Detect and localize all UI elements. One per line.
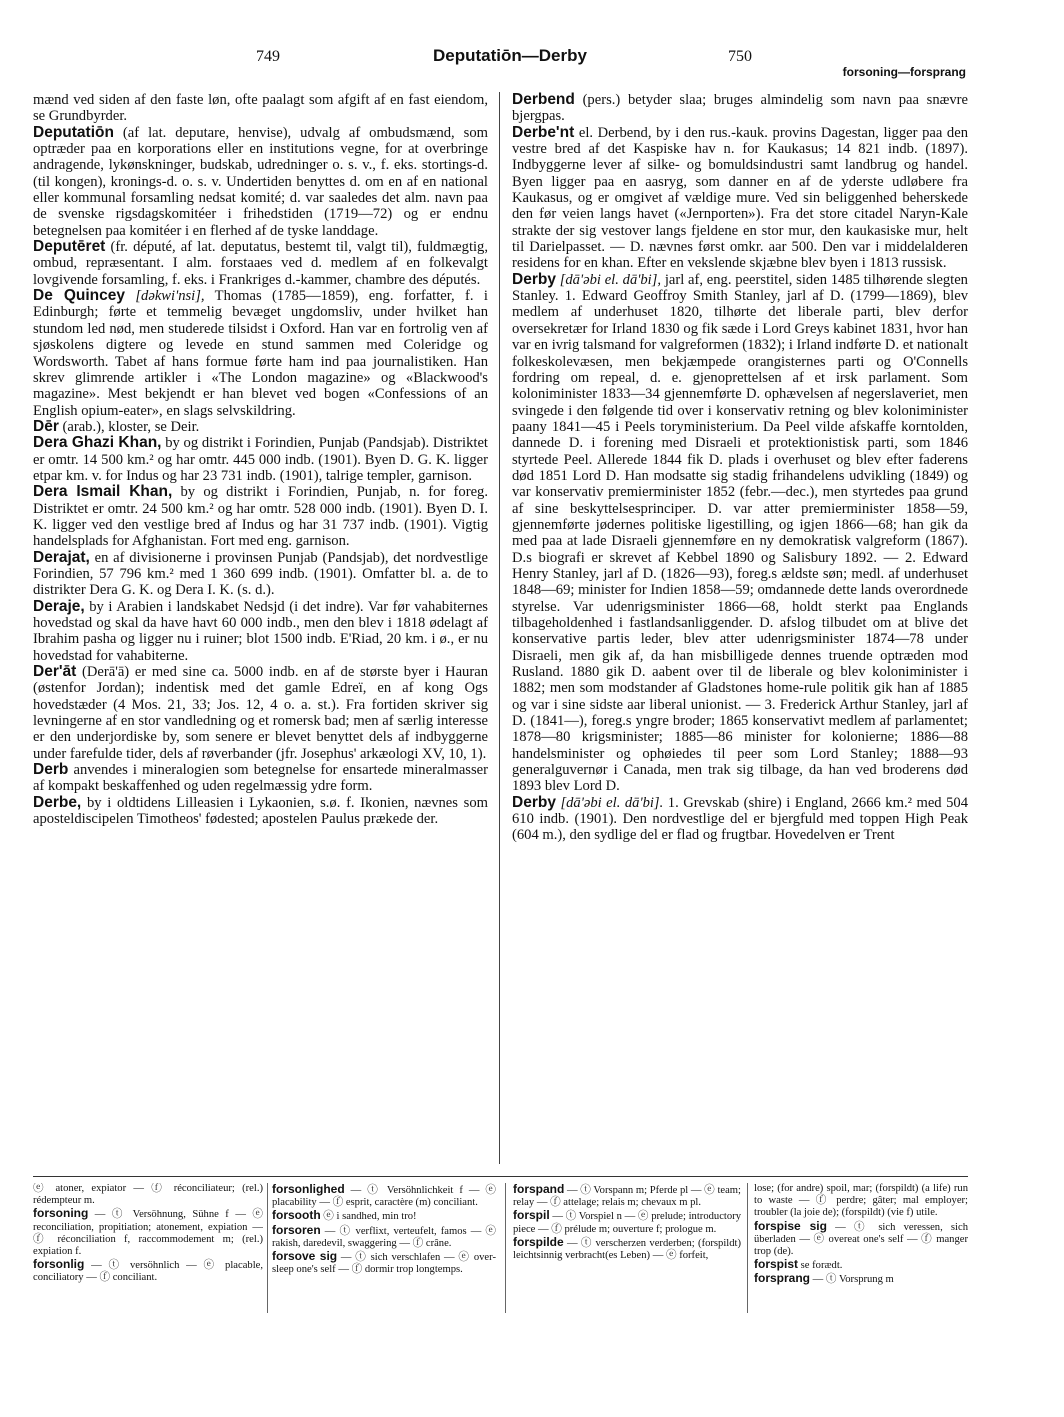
dictionary-entry xyxy=(33,239,488,288)
entry-text: 1. Grevskab (shire) i England, 2666 km.² med 504 610 indb. (1901). Den nordvestlige del er bjergfuld med toppen High Peak (604 m.), den sydlige del er flad og frugtbar. Hovedelven er Trent xyxy=(512,794,968,844)
footer-headword: forsooth xyxy=(272,1208,321,1223)
dictionary-entry xyxy=(33,550,488,599)
entry-headword: Dēr xyxy=(33,417,59,435)
dictionary-entry xyxy=(33,92,488,125)
footer-column-divider xyxy=(747,1183,748,1313)
dictionary-entry xyxy=(33,435,488,484)
entry-text: mænd ved siden af den faste løn, ofte paalagt som afgift af en fast eiendom, se Grundbyrder. xyxy=(33,92,488,125)
entry-headword: Derbe'nt xyxy=(512,123,575,141)
dictionary-entry xyxy=(33,484,488,549)
footer-entry xyxy=(272,1209,496,1223)
entry-text: jarl af, eng. peerstitel, siden 1485 tilhørende slegten Stanley. 1. Edward Geoffroy Smith Stanley, jarl af D. (1799—1869), blev medlem af underhuset 1820, tilhørte det liberale parti, blev derfor oversekretær for Irland 1830 og fik sæde i Lord Greys kabinet 1831, hvor han var en ivrig talsmand for valgreformen (1832); i Irland indførte D. et nationalt folkeskolevæsen, men bekjæmpede orangisternes parti og O'Connells fordring om repeal, d. e. gjenoprettelsen af et irsk parlament. Som koloniminister 1833—34 gjennemførte D. ophævelsen af negerslaveriet, men svingede i den følgende tid over i konservativ retning og blev koloniminister paany 1841—45 i Peels toryministerium. Da Peel vilde afskaffe korntolden, dannede D. i forening med Disraeli et protektionistisk parti, som 1846 styrtede Peel. Allerede 1844 fik D. plads i overhuset og blev efter faderens død 1851 Lord D. Han modsatte sig stadig frihandelens udvikling (1849) og var konservativ premierminister 1852 (febr.—dec.), men styrtedes paa grund af sine beskyttelsesprinciper. D. var atter premierminister 1858—59, gjennemførte jødernes politiske ligestilling, og igjen 1866—68; han gik da med paa at lade Disraeli gjennemføre en ny demokratisk valgreform (1867). D.s biografi er skrevet af Kebbel 1890 og Salisbury 1892. — 2. Edward Henry Stanley, jarl af D. (1826—93), foreg.s ældste søn; medl. af underhuset 1848—69; minister for Indien 1858—59; omdannede dette lands overordnede styrelse. Var udenrigsminister 1866—68, holdt sterkt paa Englands tilbageholdenhed i fastlandsanliggender. D. afslog tilbudet om at blive det konservative partis leder, blev atter udenrigsminister 1874—78 under Disraeli, men gik af, da han misbilligede dennes truende optræden mod Rusland. 1880 gik D. aabent over til de liberale og blev koloniminister i 1882; men som modstander af Gladstones home-rule politik gik han af 1885 og var i sine sidste aar liberal unionist. — 3. Frederick Arthur Stanley, jarl af D. (1841—), foreg.s yngre broder; 1865 konservativt medlem af parlamentet; 1878—80 krigsminister; 1885—86 minister for kolonierne; 1886—88 handelsminister og ophøiedes til peer som Lord Stanley; 1888—93 generalguvernør i Canada, men trak sig tilbage, da han ved broderens død 1893 blev Lord D. xyxy=(512,271,968,795)
footer-entry xyxy=(754,1183,968,1220)
footer-column-1 xyxy=(33,1183,263,1315)
footer-entry xyxy=(754,1220,968,1259)
footer-column-4 xyxy=(754,1183,968,1315)
footer-text: — ⓣ Vorsprung m xyxy=(810,1274,894,1286)
footer-text: — ⓣ verscherzen verderben; (forspildt) leichtsinnig verbracht(es Leben) — ⓔ forfeit, xyxy=(513,1237,741,1262)
entry-text: by i oldtidens Lilleasien i Lykaonien, s.ø. f. Ikonien, nævnes som aposteldiscipelen Timotheos' fødested; apostelen Paulus prækede der. xyxy=(33,794,488,828)
page-number-right: 750 xyxy=(728,48,752,65)
footer-entry xyxy=(272,1183,496,1209)
footer-entry xyxy=(272,1250,496,1276)
footer-text: — ⓣ verflixt, verteufelt, famos — ⓔ rakish, daredevil, swaggering — ⓕ crâne. xyxy=(272,1225,496,1249)
dictionary-entry xyxy=(33,664,488,762)
dictionary-entry xyxy=(512,795,968,844)
left-column xyxy=(33,92,488,1164)
entry-headword: Dera Ismail Khan, xyxy=(33,483,173,501)
footer-text: — ⓣ Versöhnung, Sühne f — ⓔ reconciliation, propitiation; atonement, expiation — ⓕ réconciliation f, raccommodement m; (rel.) expiation f. xyxy=(33,1209,263,1258)
footer-text: ⓔ atoner, expiator — ⓕ réconciliateur; (rel.) rédempteur m. xyxy=(33,1183,263,1207)
footer-entry xyxy=(754,1258,968,1272)
entry-pronunciation: [dəkwi'nsi], xyxy=(125,288,205,305)
footer-entry xyxy=(754,1272,968,1286)
entry-headword: Dera Ghazi Khan, xyxy=(33,434,162,452)
dictionary-entry xyxy=(33,419,488,435)
entry-headword: Derb xyxy=(33,761,69,779)
footer-headword: forspilde xyxy=(513,1234,564,1249)
entry-text: by og distrikt i Forindien, Punjab, n. for foreg. Distriktet er omtr. 24 500 km.² og har omtr. 528 000 indb. (1901). Byen D. I. K. ligger ved den vestlige bred af Indus og har 31 737 indb. (1901). Vigtig handelsplads for Afghanistan. Fort med eng. garnison. xyxy=(33,484,488,550)
footer-divider xyxy=(33,1176,968,1177)
entry-headword: Derbend xyxy=(512,92,575,108)
entry-text: el. Derbend, by i den rus.-kauk. provins Dagestan, ligger paa den vestre bred af det Kaspiske hav n. for Kaukasus; 14 821 indb. (1897). Indbyggerne lever af silke- og bomuldsindustri samt landbrug og handel. Byen ligger paa en aasryg, som danner en af de yderste udløbere fra Kaukasus, og er omgivet af vældige mure. Ved sin beliggenhed beherskede den før veien langs havet («Jernporten»). Fra det store citadel Naryn-Kale strakte der sig vestover langs fjeldene en stor mur, den kaukasiske mur, helt til Darielpasset. — D. nævnes først omkr. aar 500. Den var i middelalderen residens for en khan. Efter en vekslende skjæbne blev byen i 1813 russisk. xyxy=(512,124,968,272)
footer-headword: forspand xyxy=(513,1183,565,1196)
footer-column-3 xyxy=(513,1183,741,1315)
entry-pronunciation: [dā'əbi el. dā'bi], xyxy=(555,271,662,288)
footer-entry xyxy=(272,1224,496,1250)
footer-text: lose; (for andre) spoil, mar; (forspildt) (a life) run to waste — ⓕ perdre; gâter; mal employer; troubler (la joie de); (forspildt) (vie f) utile. xyxy=(754,1183,968,1219)
entry-headword: Deputatiōn xyxy=(33,123,114,141)
footer-column-2 xyxy=(272,1183,496,1315)
entry-text: by i Arabien i landskabet Nedsjd (i det indre). Var før vahabiternes hovedstad og skal da have havt 60 000 indb., men den blev i 1818 ødelagt af Ibrahim pasha og ligger nu i ruiner; blot 1500 indb. E'Riad, 20 km. i ø., er nu hovedstad for vahabiterne. xyxy=(33,598,488,664)
entry-text: by og distrikt i Forindien, Punjab (Pandsjab). Distriktet er omtr. 14 500 km.² og har omtr. 445 000 indb. (1901). Byen D. G. K. ligger etpar km. v. for Indus og har 23 731 indb. (1901), talrige templer, garnison. xyxy=(33,435,488,484)
footer-headword: forsonlig xyxy=(33,1257,85,1272)
entry-text: (Derā'ā) er med sine ca. 5000 indb. en af de største byer i Hauran (østenfor Jordan); indentisk med det gamle Edreï, en af kong Ogs hovedstæder (4 Mos. 21, 33; Jos. 12, 4 o. a. st.). Fra fortiden skriver sig levningerne af en stor vandledning og et romersk bad; men af særlig interesse er den underjordiske by, som senere er blevet benyttet dels af indbyggerne under farefulde tider, dels af røverbander (jfr. Josephus' arkæologi XV, 10, 1). xyxy=(33,664,488,762)
footer-entry xyxy=(33,1207,263,1258)
column-divider xyxy=(499,92,500,1164)
footer-headword: forsprang xyxy=(754,1271,811,1286)
footer-entry xyxy=(33,1258,263,1284)
entry-text: anvendes i mineralogien som betegnelse for ensartede mineralmasser af kompakt beskaffenhed og uden regelmæssig ydre form. xyxy=(33,762,488,795)
dictionary-entry xyxy=(33,599,488,664)
footer-headword: forspist xyxy=(754,1257,799,1272)
footer-column-divider xyxy=(505,1183,506,1313)
footer-text: ⓔ i sandhed, min tro! xyxy=(320,1211,417,1223)
entry-headword: Der'āt xyxy=(33,663,77,681)
dictionary-entry xyxy=(512,272,968,795)
footer-text: — ⓣ sich verschlafen — ⓔ over-sleep one's self — ⓕ dormir trop longtemps. xyxy=(272,1252,496,1276)
footer-entry xyxy=(513,1209,741,1235)
entry-text: Thomas (1785—1859), eng. forfatter, f. i Edinburgh; førte et temmelig bevæget ungdomsliv, under hvilket han stundom led nød, men studerede tilsidst i Oxford. Han var en fortrolig ven af sjøskolens digtere og levede en stund sammen med Coleridge og Wordsworth. Tabet af hans formue førte ham ind paa journalistiken. Han skrev glimrende artikler i «The London magazine» og «Blackwood's magazine». Mest bekjendt er han blevet ved bogen «Confessions of an English opium-eater», en slags selvskildring. xyxy=(33,288,488,419)
dictionary-entry xyxy=(512,92,968,125)
footer-headword: forsonlighed xyxy=(272,1183,345,1196)
entry-text: (arab.), kloster, se Deir. xyxy=(58,418,200,435)
footer-text: se forædt. xyxy=(798,1260,843,1272)
footer-text: — ⓣ Vorspiel n — ⓔ prelude; introductory piece — ⓕ prélude m; ouverture f; prologue m. xyxy=(513,1211,741,1235)
footer-entry xyxy=(33,1183,263,1207)
footer-entry xyxy=(513,1183,741,1209)
dictionary-entry xyxy=(512,125,968,272)
dictionary-entry xyxy=(33,125,488,239)
footer-entry xyxy=(513,1236,741,1262)
footer-text: — ⓣ Versöhnlichkeit f — ⓔ placability — ⓕ esprit, caractère (m) conciliant. xyxy=(272,1185,496,1209)
entry-text: (pers.) betyder slaa; bruges almindelig som navn paa snævre bjergpas. xyxy=(512,92,968,125)
entry-headword: Deputēret xyxy=(33,238,106,256)
footer-headword: forsove sig xyxy=(272,1249,338,1264)
entry-headword: Derby xyxy=(512,793,556,811)
footer-headword: forsoren xyxy=(272,1222,321,1237)
entry-text: (fr. député, af lat. deputatus, bestemt til, valgt til), fuldmægtig, ombud, repræsentant. I alm. forstaaes ved d. medlem af en folkevalgt lovgivende forsamling, f. eks. i Frankriges d.-kammer, chambre des députés. xyxy=(33,239,488,288)
footer-headword: forspil xyxy=(513,1208,550,1223)
footer-headword: forsoning xyxy=(33,1206,89,1221)
footer-text: — ⓣ sich veressen, sich überladen — ⓔ overeat one's self — ⓕ manger trop (de). xyxy=(754,1221,968,1258)
entry-headword: Derby xyxy=(512,270,556,288)
running-head: Deputatiōn—Derby xyxy=(433,46,587,65)
entry-pronunciation: [dā'əbi el. dā'bi]. xyxy=(555,794,664,811)
entry-headword: Derajat, xyxy=(33,548,90,566)
entry-text: en af divisionerne i provinsen Punjab (Pandsjab), det nordvestlige Forindien, 57 796 km.² med 1 360 699 indb. (1901). Omfatter bl. a. de to distrikter Dera G. K. og Dera I. K. (s. d.). xyxy=(33,549,488,599)
footer-text: — ⓣ Vorspann m; Pferde pl — ⓔ team; relay — ⓕ attelage; relais m; chevaux m pl. xyxy=(513,1185,741,1209)
entry-headword: Deraje, xyxy=(33,597,85,615)
dictionary-entry xyxy=(33,762,488,795)
entry-headword: Derbe, xyxy=(33,793,82,811)
footer-column-divider xyxy=(267,1183,268,1313)
dictionary-entry xyxy=(33,288,488,419)
right-column xyxy=(512,92,968,1164)
dictionary-entry xyxy=(33,795,488,828)
footer-headword: forspise sig xyxy=(754,1218,827,1233)
page-number-left: 749 xyxy=(256,48,280,65)
entry-headword: De Quincey xyxy=(33,287,125,305)
footer-range-head: forsoning—forsprang xyxy=(842,65,966,79)
footer-text: — ⓣ versöhnlich — ⓔ placable, conciliatory — ⓕ conciliant. xyxy=(33,1260,263,1284)
entry-text: (af lat. deputare, henvise), udvalg af ombudsmænd, som optræder paa en korporations eller en institutions vegne, for at overbringe andragende, lykønskninger, budskab, udredninger o. s. v., f. eks. stortings-d. (til kongen), kronings-d. o. s. v. Undertiden benyttes d. om en af en national eller kommunal forsamling nedsat komité; d. var saaledes det alm. navn paa de svenske rigsdagskomitéer i frihedstiden (1719—72) og er endnu betegnelsen paa komitéer i en flerhed af de tyske landdage. xyxy=(33,124,488,239)
